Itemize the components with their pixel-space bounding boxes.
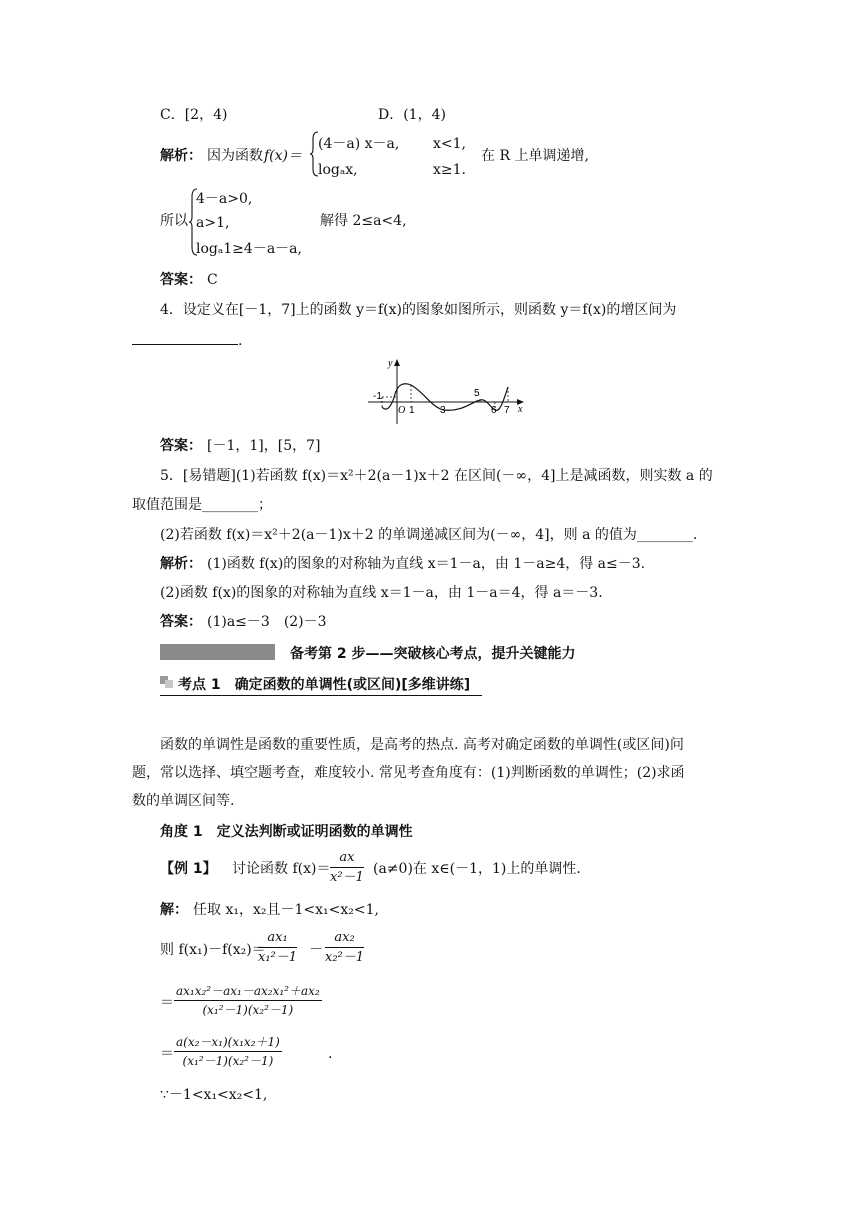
solution-since: ∵－1<x₁<x₂<1,: [160, 1087, 268, 1103]
q5-analysis-label: 解析：: [160, 556, 202, 572]
example1-den: x²－1: [330, 870, 364, 885]
answer3-label: 答案：: [160, 272, 202, 288]
analysis-prefix: 因为函数: [207, 148, 263, 164]
piecewise-fx: f(x)＝: [264, 148, 303, 164]
y-axis-arrow: [394, 359, 400, 366]
tick-origin: O: [398, 405, 406, 416]
frac-a-num: ax₁: [258, 931, 297, 948]
example1-pre: 讨论函数 f(x)＝: [232, 861, 331, 877]
angle1-title: 角度 1 定义法判断或证明函数的单调性: [160, 824, 413, 840]
q4-end: .: [238, 333, 243, 349]
tick-neg1: -1: [373, 391, 382, 402]
tick-1: 1: [409, 405, 415, 416]
frac-c-den: (x₁²－1)(x₂²－1): [202, 1003, 294, 1017]
frac-d-num: a(x₂－x₁)(x₁x₂＋1): [174, 1036, 282, 1052]
q5-analysis1: (1)函数 f(x)的图象的对称轴为直线 x＝1－a，由 1－a≥4，得 a≤－3.: [207, 556, 646, 572]
option-c: C．[2，4): [160, 107, 228, 123]
tick-7: 7: [504, 405, 510, 416]
example1-post: (a≠0)在 x∈(－1，1)上的单调性.: [373, 861, 581, 877]
example1-fraction: [330, 851, 364, 884]
q4-text: 4．设定义在[－1，7]上的函数 y＝f(x)的图象如图所示，则函数 y＝f(x)的增区间为: [160, 302, 677, 318]
piecewise-case1-expr: (4－a) x－a,: [318, 136, 400, 152]
q5-line3: (2)若函数 f(x)＝x²＋2(a－1)x＋2 的单调递减区间为(－∞，4]，则 a 的值为________.: [160, 527, 698, 543]
analysis-label: 解析：: [160, 148, 202, 164]
q5-analysis2: (2)函数 f(x)的图象的对称轴为直线 x＝1－a，由 1－a＝4，得 a＝－3.: [160, 585, 603, 601]
frac-a: [258, 931, 297, 964]
solution-line2-pre: 则 f(x₁)－f(x₂)＝: [160, 942, 266, 958]
frac-b-num: ax₂: [325, 931, 364, 948]
q5-answer-label: 答案：: [160, 614, 202, 630]
piecewise-case2-expr: logₐx,: [318, 162, 358, 178]
solution-eq1: ＝: [160, 995, 174, 1011]
intro-line2: 题，常以选择、填空题考查，难度较小. 常见考查角度有：(1)判断函数的单调性；(2)求函: [132, 765, 685, 781]
analysis-suffix: 在 R 上单调递增,: [481, 148, 589, 164]
tick-6: 6: [491, 405, 497, 416]
answer3-value: C: [207, 272, 218, 288]
tick-5: 5: [474, 388, 480, 399]
step2-title: 备考第 2 步——突破核心考点，提升关键能力: [290, 646, 576, 662]
piecewise-case1-cond: x<1,: [433, 136, 466, 152]
system-line2: a>1,: [196, 215, 230, 231]
frac-c: [174, 985, 322, 1016]
topic-marker-icon: [160, 676, 174, 688]
intro-line1: 函数的单调性是函数的重要性质，是高考的热点. 高考对确定函数的单调性(或区间)问: [160, 737, 684, 753]
system-line3: logₐ1≥4－a－a,: [196, 241, 302, 257]
q5-line2: 取值范围是________；: [132, 497, 272, 513]
topic1-title: 考点 1 确定函数的单调性(或区间)[多维讲练]: [178, 677, 471, 693]
label-x: x: [518, 404, 523, 415]
intro-line3: 数的单调区间等.: [132, 793, 235, 809]
system-line1: 4－a>0,: [196, 191, 253, 207]
frac-a-den: x₁²－1: [258, 950, 298, 965]
piecewise-case2-cond: x≥1.: [433, 162, 466, 178]
system-so: 所以: [160, 213, 188, 229]
frac-b: [325, 931, 364, 964]
frac-d: [174, 1036, 282, 1067]
answer4-label: 答案：: [160, 438, 202, 454]
solution-eq2: ＝: [160, 1046, 174, 1062]
example1-label: 【例 1】: [160, 861, 217, 877]
system-solve: 解得 2≤a<4,: [320, 213, 407, 229]
solution-period: .: [328, 1046, 333, 1062]
tick-3: 3: [440, 405, 446, 416]
frac-c-num: ax₁x₂²－ax₁－ax₂x₁²＋ax₂: [174, 985, 322, 1001]
solution-line1: 任取 x₁，x₂且－1<x₁<x₂<1,: [193, 902, 379, 918]
topic1-underline: [160, 695, 482, 696]
option-d: D．(1，4): [378, 107, 446, 123]
solution-minus: －: [309, 942, 323, 958]
frac-b-den: x₂²－1: [325, 950, 365, 965]
q4-blank: [132, 332, 242, 348]
q5-answer: (1)a≤－3 (2)－3: [207, 614, 327, 630]
solution-label: 解：: [160, 902, 188, 918]
step2-header-bar: [160, 644, 275, 660]
function-graph: [362, 354, 528, 426]
q5-line1: 5．[易错题](1)若函数 f(x)＝x²＋2(a－1)x＋2 在区间(－∞，4]上是减函数，则实数 a 的: [160, 468, 713, 484]
label-y: y: [388, 358, 393, 369]
frac-d-den: (x₁²－1)(x₂²－1): [182, 1054, 274, 1068]
answer4-value: [－1，1]，[5，7]: [207, 438, 321, 454]
example1-num: ax: [330, 851, 364, 868]
